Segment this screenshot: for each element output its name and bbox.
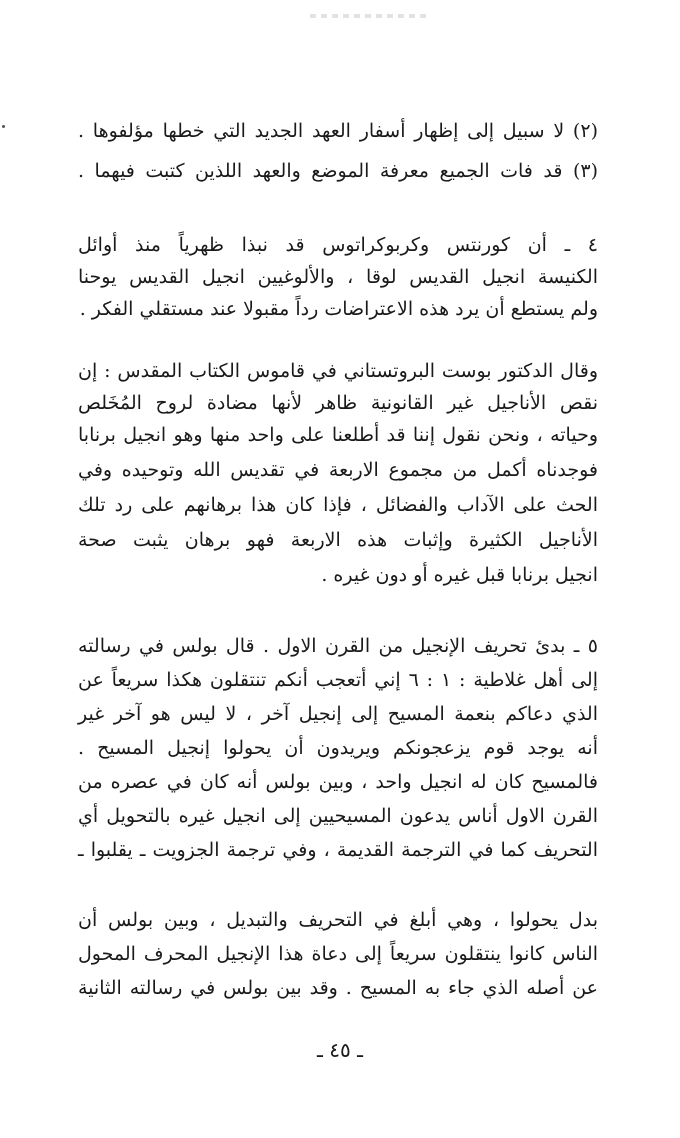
text-line-7: نقص الأناجيل غير القانونية ظاهر لأنها مضادة لروح المُخَلص <box>78 392 598 414</box>
text-line-2: (٣) قد فات الجميع معرفة الموضع والعهد اللذين كتبت فيهما . <box>78 160 598 182</box>
text-line-10: الحث على الآداب والفضائل ، فإذا كان هذا برهانهم على رد تلك <box>78 494 598 516</box>
text-line-15: الذي دعاكم بنعمة المسيح إلى إنجيل آخر ، لا ليس هو آخر غير <box>78 703 598 725</box>
text-line-13: ٥ ـ بدئ تحريف الإنجيل من القرن الاول . قال بولس في رسالته <box>78 635 598 657</box>
text-line-1: (٢) لا سبيل إلى إظهار أسفار العهد الجديد التي خطها مؤلفوها . <box>78 120 598 142</box>
text-line-12: انجيل برنابا قبل غيره أو دون غيره . <box>321 564 598 586</box>
text-line-11: الأناجيل الكثيرة وإثبات هذه الاربعة فهو برهان يثبت صحة <box>78 529 598 551</box>
margin-mark <box>2 125 5 128</box>
text-line-14: إلى أهل غلاطية : ١ : ٦ إني أتعجب أنكم تنتقلون هكذا سريعاً عن <box>78 669 598 691</box>
text-line-22: عن أصله الذي جاء به المسيح . وقد بين بولس في رسالته الثانية <box>78 977 598 999</box>
text-line-9: فوجدناه أكمل من مجموع الاربعة في تقديس الله وتوحيده وفي <box>78 459 598 481</box>
text-line-16: أنه يوجد قوم يزعجونكم ويريدون أن يحولوا إنجيل المسيح . <box>78 737 598 759</box>
text-line-3: ٤ ـ أن كورنتس وكربوكراتوس قد نبذا ظهرياً منذ أوائل <box>78 234 598 256</box>
text-line-6: وقال الدكتور بوست البروتستاني في قاموس الكتاب المقدس : إن <box>78 360 598 382</box>
scan-smudge <box>310 14 430 18</box>
text-line-18: القرن الاول أناس يدعون المسيحيين إلى انجيل غيره بالتحويل أي <box>78 805 598 827</box>
page-number: ـ ٤٥ ـ <box>317 1038 363 1062</box>
text-line-21: الناس كانوا ينتقلون سريعاً إلى دعاة هذا الإنجيل المحرف المحول <box>78 943 598 965</box>
text-line-20: بدل يحولوا ، وهي أبلغ في التحريف والتبديل ، وبين بولس أن <box>78 909 598 931</box>
text-line-8: وحياته ، ونحن نقول إننا قد أطلعنا على واحد منها وهو انجيل برنابا <box>78 424 598 446</box>
text-line-19: التحريف كما في الترجمة القديمة ، وفي ترجمة الجزويت ـ يقلبوا ـ <box>78 839 598 861</box>
text-line-5: ولم يستطع أن يرد هذه الاعتراضات رداً مقبولا عند مستقلي الفكر . <box>79 298 598 320</box>
text-line-4: الكنيسة انجيل القديس لوقا ، والألوغيين انجيل القديس يوحنا <box>78 266 598 288</box>
text-line-17: فالمسيح كان له انجيل واحد ، وبين بولس أنه كان في عصره من <box>78 771 598 793</box>
